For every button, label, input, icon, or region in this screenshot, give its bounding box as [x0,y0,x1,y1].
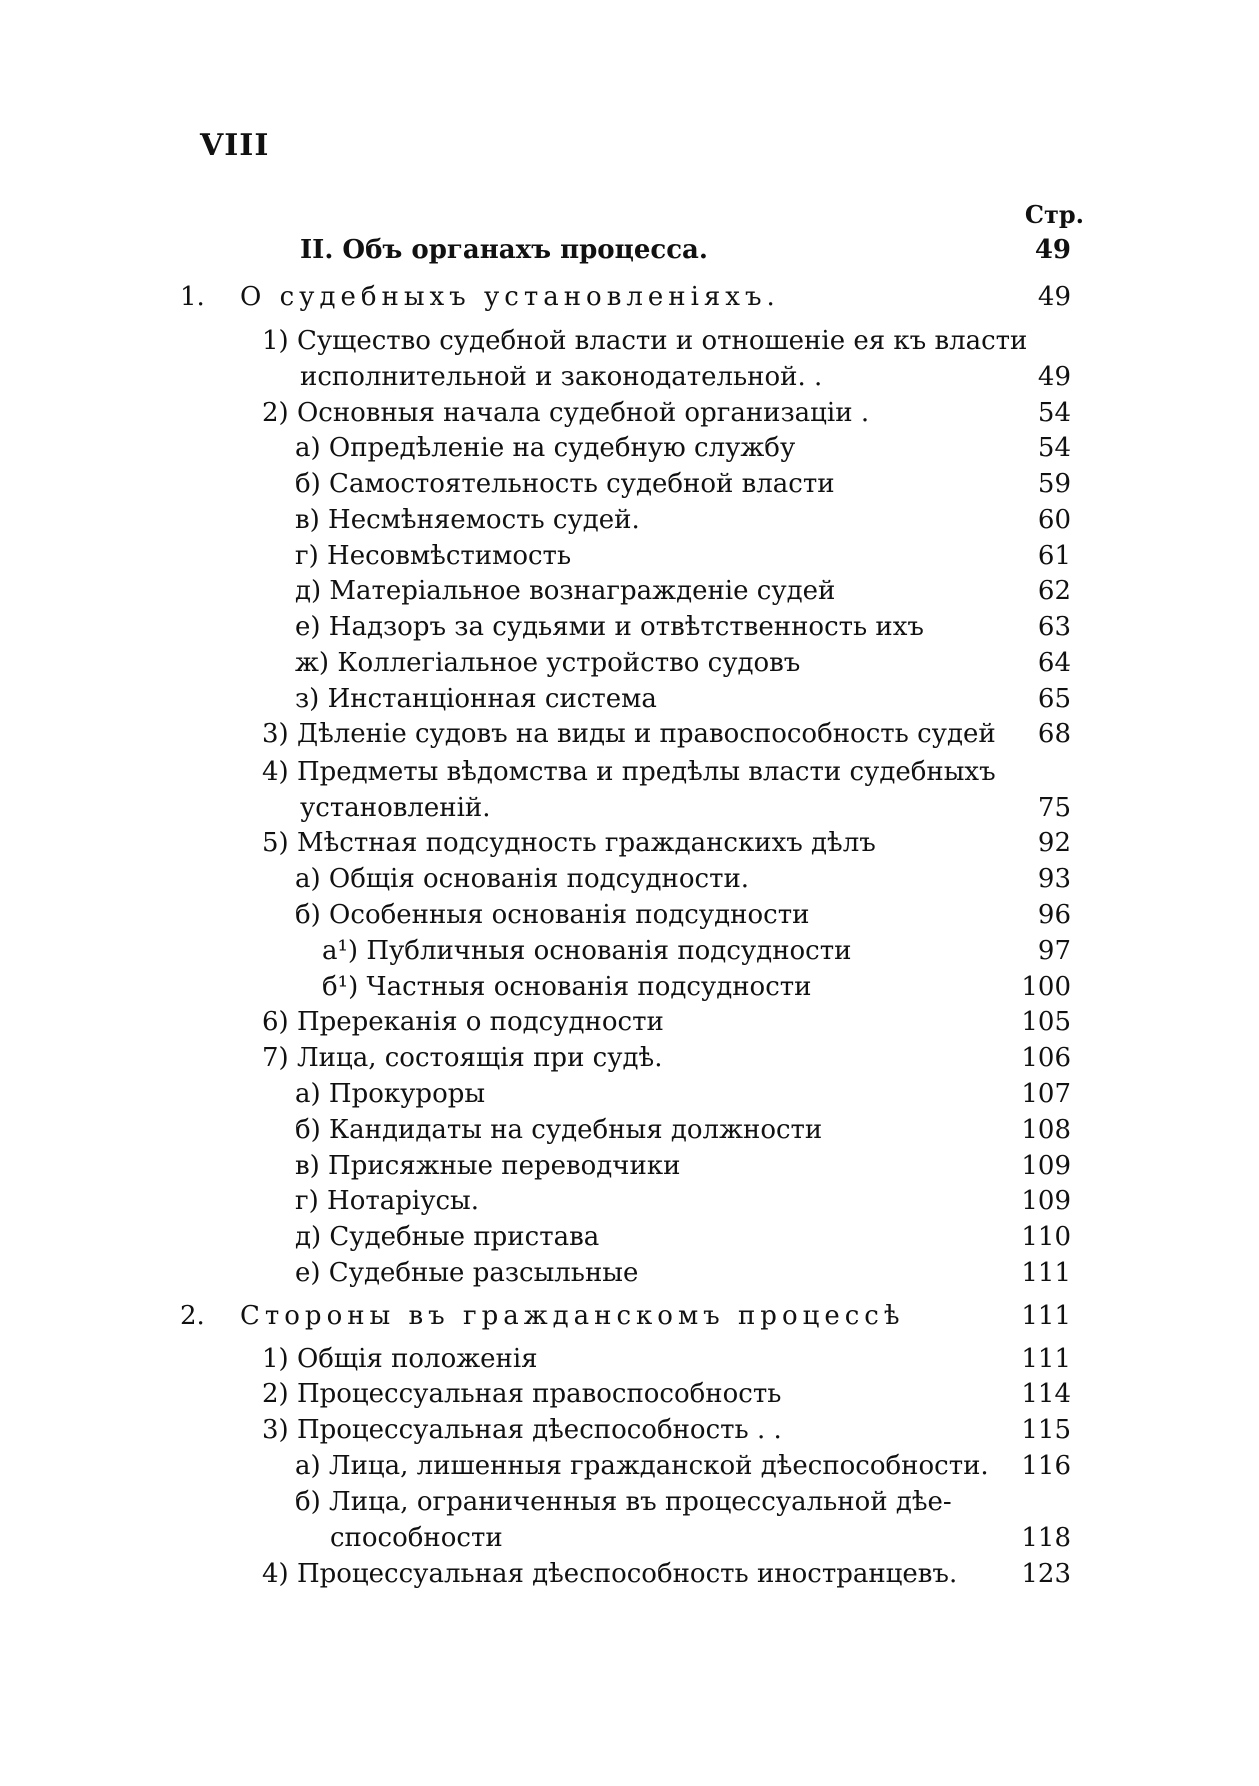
toc-entry-page: 61 [1037,541,1071,571]
toc-entry-page: 100 [1021,972,1071,1002]
toc-entry-title: б) Кандидаты на судебныя должности [295,1115,823,1145]
toc-entry-page: 114 [1021,1379,1071,1409]
toc-entry-title: а) Прокуроры [295,1079,486,1109]
toc-entry [0,1412,1259,1448]
toc-entry [0,1004,1259,1040]
toc-entry-page: 60 [1037,505,1071,535]
toc-entry [0,359,1259,395]
toc-entry-title: 2) Процессуальная правоспособность [262,1379,782,1409]
toc-entry-title: установленій. [300,793,491,823]
toc-entry-title: 4) Процессуальная дѣеспособность иностранцевъ. [262,1559,958,1589]
toc-entry-title: б) Особенныя основанія подсудности [295,900,810,930]
toc-entry [0,573,1259,609]
toc-entry-page: 116 [1021,1451,1071,1481]
toc-entry-page: 59 [1037,469,1071,499]
toc-entry-marker: 2. [180,1301,205,1331]
toc-entry-title: б¹) Частныя основанія подсудности [322,972,812,1002]
toc-entry-title: 3) Дѣленіе судовъ на виды и правоспособность судей [262,719,996,749]
toc-entry-title: II. Объ органахъ процесса. [300,235,708,265]
toc-entry [0,609,1259,645]
toc-entry [0,825,1259,861]
toc-entry-title: а) Общія основанія подсудности. [295,864,750,894]
toc-entry-page: 110 [1021,1222,1071,1252]
toc-entry-title: 4) Предметы вѣдомства и предѣлы власти судебныхъ [262,757,996,787]
toc-entry-title: 5) Мѣстная подсудность гражданскихъ дѣлъ [262,828,876,858]
toc-entry [0,754,1259,790]
toc-entry [0,1298,1259,1334]
toc-entry [0,1556,1259,1592]
toc-entry-marker: 1. [180,282,205,312]
toc-entry-page: 109 [1021,1186,1071,1216]
toc-entry-page: 92 [1037,828,1071,858]
toc-entry-title: е) Судебные разсыльные [295,1258,639,1288]
toc-entry-title: 3) Процессуальная дѣеспособность . . [262,1415,782,1445]
toc-entry-page: 123 [1021,1559,1071,1589]
toc-entry [0,1448,1259,1484]
toc-entry-page: 49 [1034,235,1071,265]
toc-entry-title: О судебныхъ установленіяхъ. [240,282,780,312]
toc-entry [0,395,1259,431]
toc-entry [0,1376,1259,1412]
toc-entry-page: 49 [1037,282,1071,312]
toc-entry-title: а) Опредѣленіе на судебную службу [295,433,796,463]
toc-entry [0,1183,1259,1219]
toc-entry [0,538,1259,574]
toc-entry [0,1112,1259,1148]
toc-entry [0,681,1259,717]
toc-entry-title: способности [330,1523,503,1553]
toc-entry [0,1255,1259,1291]
toc-entry [0,279,1259,315]
toc-entry [0,861,1259,897]
toc-entry [0,502,1259,538]
toc-entry [0,897,1259,933]
toc-entry-title: д) Матеріальное вознагражденіе судей [295,576,836,606]
toc-entry-page: 109 [1021,1151,1071,1181]
toc-entry-title: в) Несмѣняемость судей. [295,505,640,535]
toc-entry-page: 63 [1037,612,1071,642]
page-number: VIII [200,128,270,163]
toc-entry-title: г) Нотаріусы. [295,1186,480,1216]
toc-entry-page: 97 [1037,936,1071,966]
page-column-header: Стр. [1024,200,1084,229]
toc-entry-title: 2) Основныя начала судебной организаціи . [262,398,870,428]
toc-entry-page: 107 [1021,1079,1071,1109]
toc-entry-title: б) Самостоятельность судебной власти [295,469,835,499]
toc-entry [0,1520,1259,1556]
toc-entry-page: 106 [1021,1043,1071,1073]
toc-entry-title: з) Инстанціонная система [295,684,657,714]
toc-entry-page: 64 [1037,648,1071,678]
toc-entry-page: 65 [1037,684,1071,714]
toc-entry-title: 6) Пререканія о подсудности [262,1007,664,1037]
toc-entry [0,1341,1259,1377]
toc-entry-title: е) Надзоръ за судьями и отвѣтственность ихъ [295,612,924,642]
toc-entry [0,1148,1259,1184]
toc-entry [0,1219,1259,1255]
toc-entry-title: а¹) Публичныя основанія подсудности [322,936,852,966]
toc-entry [0,1076,1259,1112]
toc-entry [0,232,1259,268]
toc-entry-page: 115 [1021,1415,1071,1445]
toc-entry-page: 111 [1021,1301,1071,1331]
toc-entry-page: 62 [1037,576,1071,606]
toc-entry-page: 111 [1021,1258,1071,1288]
toc-entry-title: в) Присяжные переводчики [295,1151,681,1181]
toc-entry-page: 118 [1021,1523,1071,1553]
toc-entry-page: 54 [1037,433,1071,463]
toc-entry-title: ж) Коллегіальное устройство судовъ [295,648,801,678]
toc-entry-title: Стороны въ гражданскомъ процессѣ [240,1301,905,1331]
toc-entry [0,466,1259,502]
toc-entry-title: г) Несовмѣстимость [295,541,572,571]
toc-entry [0,790,1259,826]
toc-entry-title: исполнительной и законодательной. . [300,362,823,392]
toc-entry [0,969,1259,1005]
toc-entry-title: 1) Существо судебной власти и отношеніе ея къ власти [262,326,1028,356]
toc-entry-page: 68 [1037,719,1071,749]
toc-entry [0,430,1259,466]
toc-entry-title: б) Лица, ограниченныя въ процессуальной дѣе- [295,1487,952,1517]
toc-entry [0,933,1259,969]
toc-entry [0,1040,1259,1076]
toc-entry-page: 108 [1021,1115,1071,1145]
toc-entry [0,1484,1259,1520]
toc-entry-title: 1) Общія положенія [262,1344,538,1374]
toc-entry [0,323,1259,359]
toc-entry [0,716,1259,752]
toc-entry-page: 75 [1037,793,1071,823]
toc-entry-page: 111 [1021,1344,1071,1374]
toc-entry-title: 7) Лица, состоящія при судѣ. [262,1043,663,1073]
toc-entry-page: 93 [1037,864,1071,894]
toc-entry-page: 49 [1037,362,1071,392]
toc-entry-title: а) Лица, лишенныя гражданской дѣеспособности. [295,1451,989,1481]
toc-entry-title: д) Судебные пристава [295,1222,600,1252]
toc-entry [0,645,1259,681]
toc-entry-page: 54 [1037,398,1071,428]
toc-entry-page: 96 [1037,900,1071,930]
toc-entry-page: 105 [1021,1007,1071,1037]
